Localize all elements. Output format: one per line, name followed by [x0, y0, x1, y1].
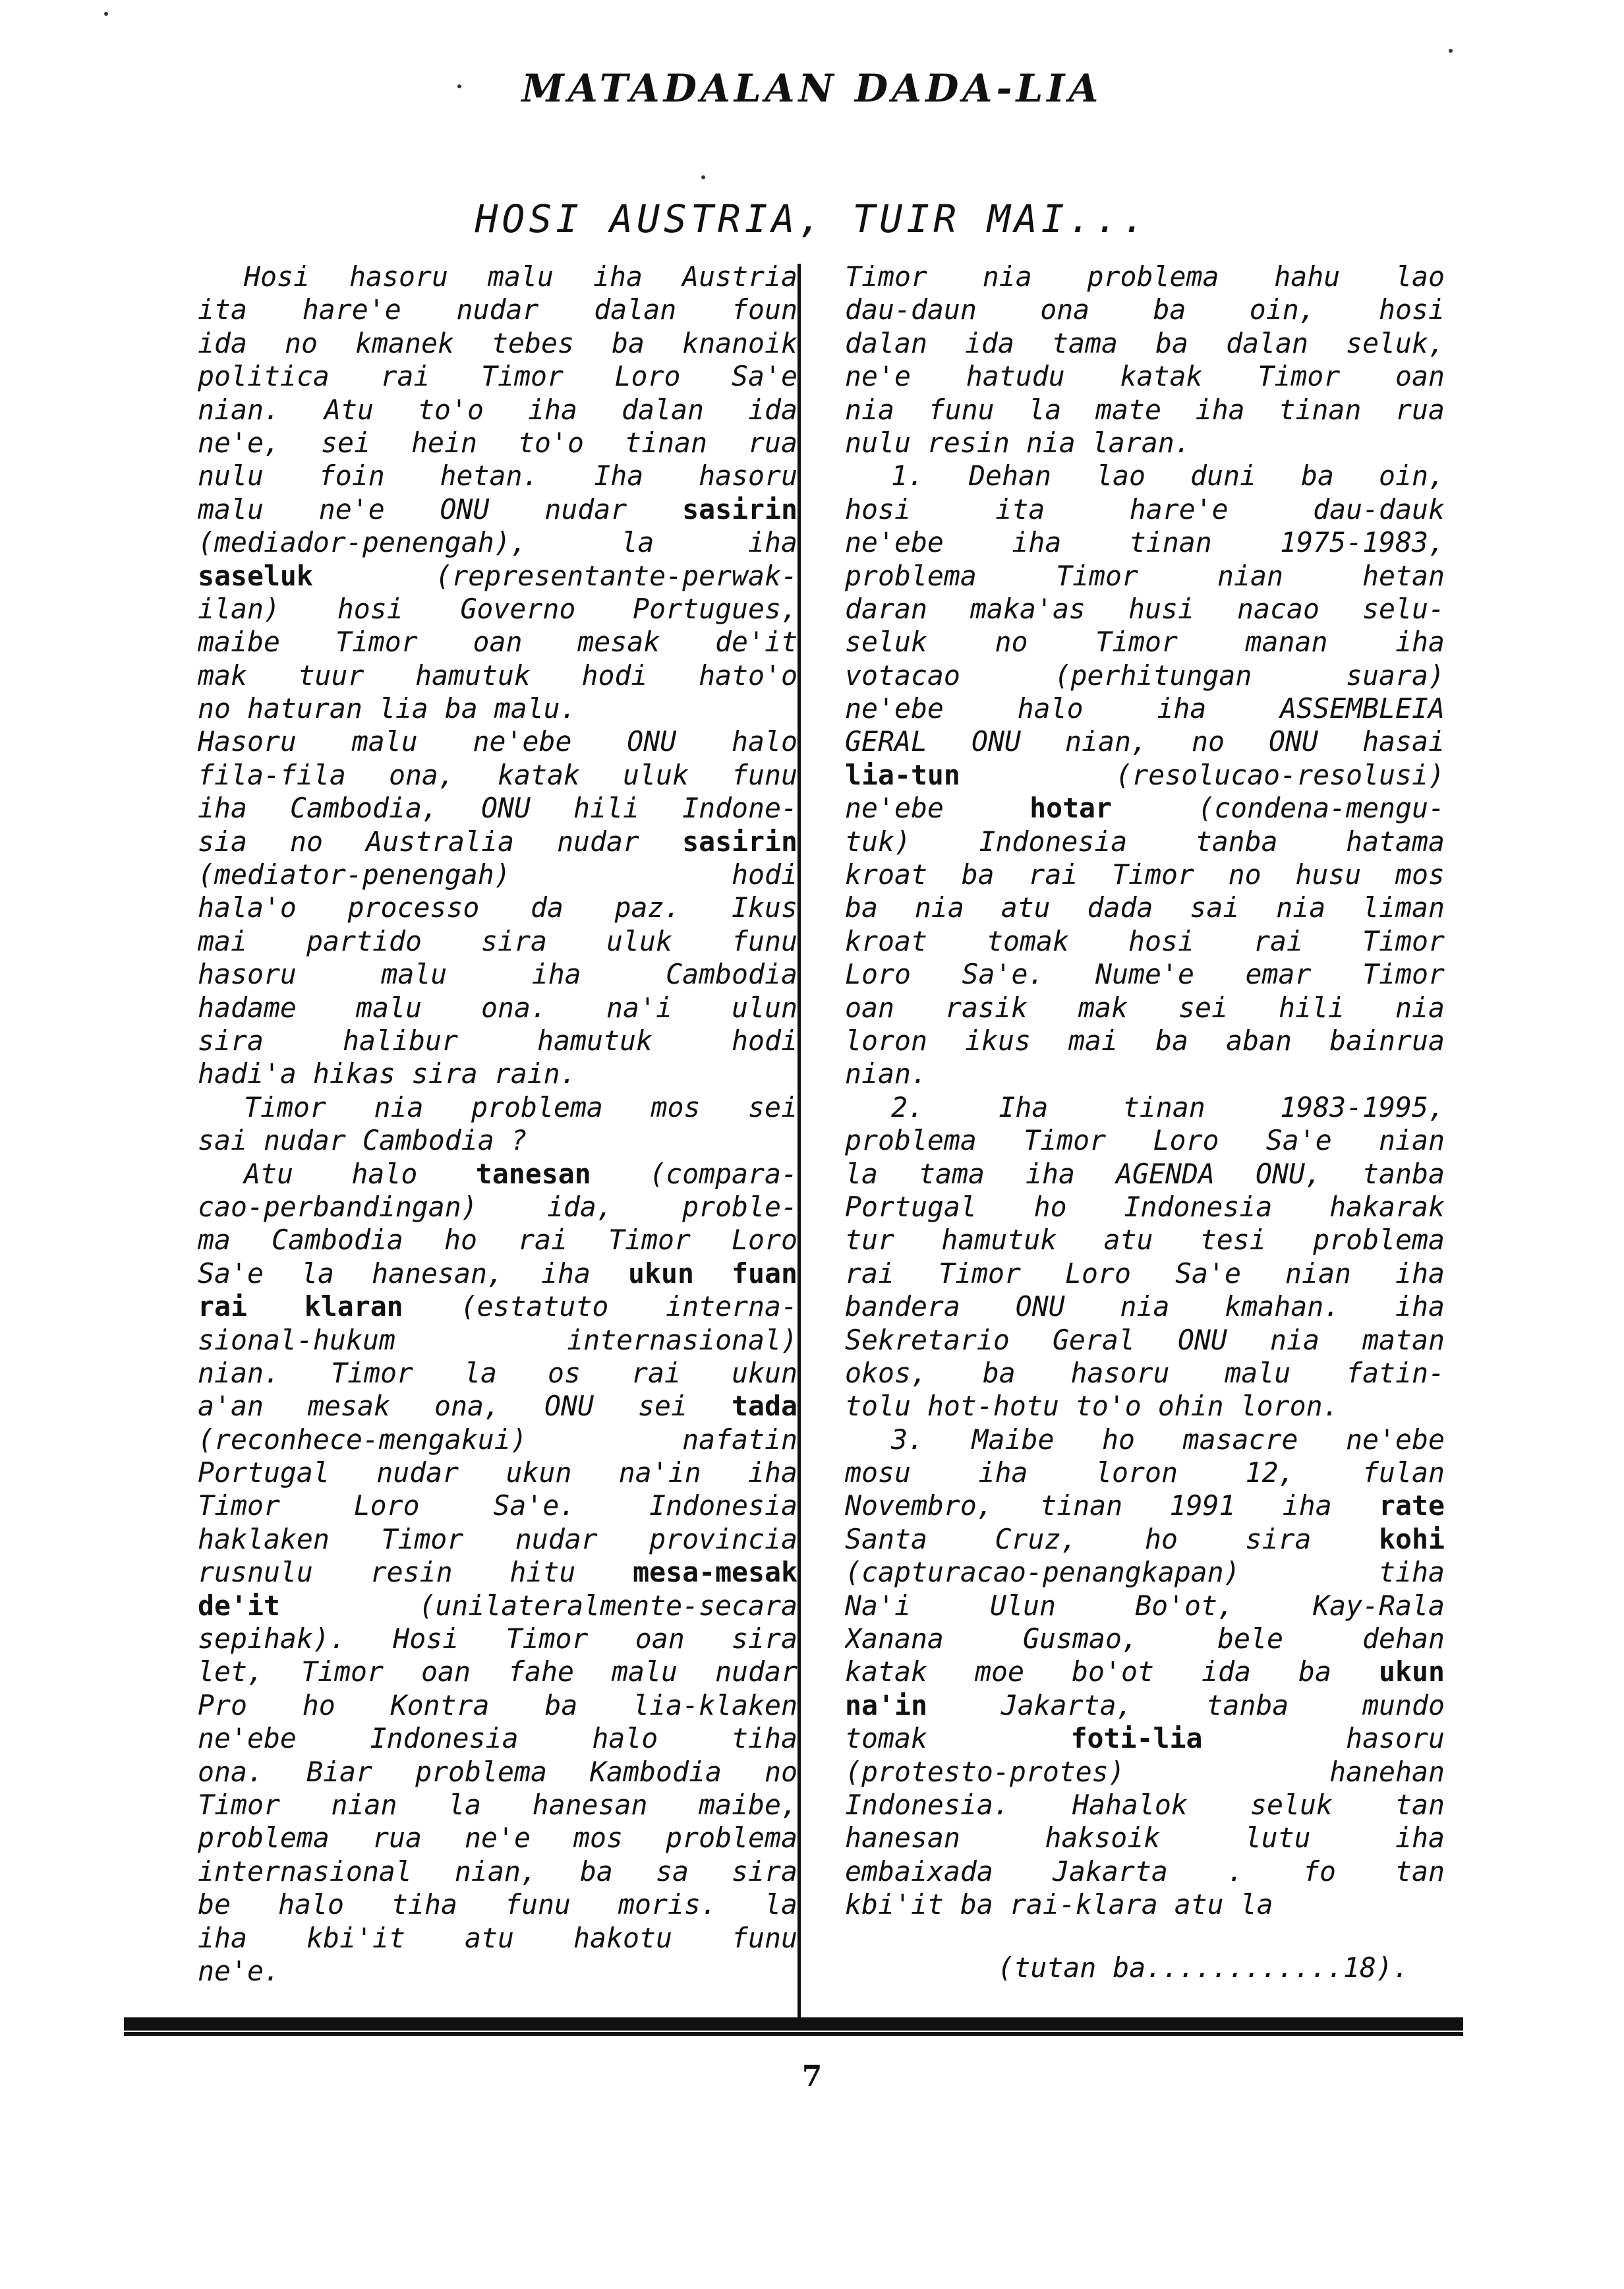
- bold-term: rai klaran: [198, 1290, 403, 1323]
- text-line: [198, 858, 798, 891]
- text-line: [845, 394, 1445, 427]
- bold-term: kohi: [1379, 1522, 1445, 1555]
- text-line: [198, 759, 798, 792]
- text-line: [845, 626, 1445, 659]
- text-run: mak tuur hamutuk hodi hato'o: [198, 659, 798, 692]
- text-line: [198, 1556, 798, 1589]
- text-run: (reconhece-mengakui) nafatin: [198, 1423, 798, 1456]
- text-run: (representante-perwak-: [312, 559, 798, 592]
- text-line: [845, 725, 1445, 758]
- text-run: (mediator-penengah) hodi: [198, 858, 798, 891]
- text-run: oan rasik mak sei hili nia: [845, 991, 1445, 1024]
- bold-term: foti-lia: [1070, 1722, 1203, 1755]
- bold-term: lia-tun: [845, 758, 960, 791]
- text-run: sai nudar Cambodia ?: [198, 1124, 527, 1157]
- text-line: [845, 1590, 1445, 1622]
- text-line: [198, 327, 798, 360]
- text-line: [198, 725, 798, 758]
- column-divider: [798, 264, 801, 2027]
- text-line: [845, 1257, 1445, 1290]
- text-run: nia funu la mate iha tinan rua: [845, 393, 1445, 426]
- text-run: ona. Biar problema Kambodia no: [198, 1755, 798, 1788]
- text-line: [198, 958, 798, 991]
- text-run: (compara-: [591, 1157, 798, 1190]
- text-line: [198, 792, 798, 825]
- text-line: [198, 460, 798, 492]
- scan-speck: [457, 84, 461, 88]
- text-line: [845, 1556, 1445, 1589]
- text-run: 1. Dehan lao duni ba oin,: [891, 460, 1445, 492]
- text-run: Indonesia. Hahalok seluk tan: [845, 1788, 1445, 1821]
- text-run: Timor nian la hanesan maibe,: [198, 1788, 798, 1821]
- text-run: votacao (perhitungan suara): [845, 659, 1445, 692]
- text-line: [845, 1456, 1445, 1489]
- bold-term: hotar: [1030, 792, 1113, 825]
- text-line: [198, 1290, 798, 1323]
- text-run: Xanana Gusmao, bele dehan: [845, 1622, 1445, 1655]
- text-line: [198, 1756, 798, 1789]
- text-run: cao-perbandingan) ida, proble-: [198, 1190, 798, 1223]
- text-line: [845, 1822, 1445, 1855]
- text-line: [198, 1590, 798, 1622]
- text-line: [198, 1523, 798, 1556]
- bold-term: sasirin: [682, 825, 798, 858]
- bold-term: ukun fuan: [628, 1257, 798, 1290]
- text-run: ne'ebe iha tinan 1975-1983,: [845, 526, 1445, 559]
- bold-term: rate: [1379, 1489, 1445, 1522]
- text-run: rusnulu resin hitu: [198, 1556, 633, 1589]
- text-line: [845, 1224, 1445, 1257]
- text-line: [198, 1822, 798, 1855]
- text-line: [198, 1191, 798, 1224]
- text-line: [845, 1722, 1445, 1755]
- text-line: [198, 1689, 798, 1722]
- text-line: [198, 1655, 798, 1688]
- text-line: [198, 1390, 798, 1423]
- text-line: [845, 293, 1445, 326]
- text-line: [845, 1324, 1445, 1357]
- text-run: ita hare'e nudar dalan foun: [198, 293, 798, 326]
- text-run: maibe Timor oan mesak de'it: [198, 626, 798, 659]
- text-run: hadi'a hikas sira rain.: [198, 1057, 577, 1090]
- text-run: daran maka'as husi nacao selu-: [845, 592, 1445, 625]
- text-line: [198, 394, 798, 427]
- text-line: [198, 260, 798, 293]
- text-run: Pro ho Kontra ba lia-klaken: [198, 1688, 798, 1721]
- bold-term: de'it: [198, 1589, 280, 1622]
- text-line: [845, 958, 1445, 991]
- text-run: tuk) Indonesia tanba hatama: [845, 825, 1445, 858]
- text-line: [198, 493, 798, 526]
- text-run: nulu foin hetan. Iha hasoru: [198, 460, 798, 492]
- text-run: (protesto-protes) hanehan: [845, 1755, 1445, 1788]
- text-run: Novembro, tinan 1991 iha: [845, 1489, 1379, 1522]
- text-line: [845, 891, 1445, 924]
- text-run: no haturan lia ba malu.: [198, 692, 577, 725]
- text-run: Loro Sa'e. Nume'e emar Timor: [845, 958, 1445, 991]
- article-headline: HOSI AUSTRIA, TUIR MAI...: [475, 196, 1149, 241]
- masthead-title: MATADALAN DADA-LIA: [521, 66, 1103, 111]
- text-line: [198, 692, 798, 725]
- text-line: [198, 560, 798, 593]
- text-run: hosi ita hare'e dau-dauk: [845, 492, 1445, 525]
- text-line: [845, 1091, 1445, 1124]
- scan-speck: [701, 175, 705, 179]
- text-run: ne'ebe Indonesia halo tiha: [198, 1722, 798, 1755]
- text-run: embaixada Jakarta . fo tan: [845, 1855, 1445, 1888]
- text-run: Jakarta, tanba mundo: [927, 1688, 1445, 1721]
- text-run: ne'e hatudu katak Timor oan: [845, 360, 1445, 393]
- continued-note: (tutan ba............18).: [997, 1951, 1409, 1984]
- text-line: [845, 858, 1445, 891]
- text-run: hadame malu ona. na'i ulun: [198, 991, 798, 1024]
- text-line: [198, 1888, 798, 1921]
- text-run: katak moe bo'ot ida ba: [845, 1655, 1379, 1688]
- text-run: (resolucao-resolusi): [960, 758, 1445, 791]
- article-column-right: [845, 260, 1445, 1922]
- text-line: [845, 1158, 1445, 1191]
- text-run: nian.: [845, 1057, 927, 1090]
- text-line: [198, 526, 798, 559]
- text-run: ne'ebe: [845, 792, 1030, 825]
- text-line: [198, 1855, 798, 1888]
- text-run: dalan ida tama ba dalan seluk,: [845, 326, 1445, 359]
- text-line: [845, 692, 1445, 725]
- text-run: la tama iha AGENDA ONU, tanba: [845, 1157, 1445, 1190]
- text-run: (estatuto interna-: [403, 1290, 798, 1323]
- text-line: [198, 825, 798, 858]
- text-run: hasoru malu iha Cambodia: [198, 958, 798, 991]
- text-line: [845, 1191, 1445, 1224]
- text-line: [845, 1489, 1445, 1522]
- scan-speck: [104, 12, 108, 16]
- text-run: Timor nia problema hahu lao: [845, 260, 1445, 293]
- text-run: Timor nia problema mos sei: [244, 1090, 798, 1123]
- text-line: [198, 1423, 798, 1456]
- text-line: [198, 593, 798, 626]
- text-run: Sa'e la hanesan, iha: [198, 1257, 629, 1290]
- text-run: malu ne'e ONU nudar: [198, 492, 683, 525]
- text-run: 2. Iha tinan 1983-1995,: [891, 1090, 1445, 1123]
- text-line: [845, 1523, 1445, 1556]
- text-run: hanesan haksoik lutu iha: [845, 1822, 1445, 1855]
- text-run: loron ikus mai ba aban bainrua: [845, 1024, 1445, 1057]
- text-line: [198, 659, 798, 692]
- text-run: haklaken Timor nudar provincia: [198, 1522, 798, 1555]
- article-column-left: [198, 260, 798, 1988]
- text-run: ma Cambodia ho rai Timor Loro: [198, 1224, 798, 1257]
- text-run: mai partido sira uluk funu: [198, 924, 798, 957]
- text-run: Timor Loro Sa'e. Indonesia: [198, 1489, 798, 1522]
- text-line: [845, 1756, 1445, 1789]
- text-run: problema rua ne'e mos problema: [198, 1822, 798, 1855]
- text-line: [845, 1855, 1445, 1888]
- text-run: iha Cambodia, ONU hili Indone-: [198, 792, 798, 825]
- text-line: [845, 1057, 1445, 1090]
- text-line: [845, 460, 1445, 492]
- text-line: [845, 593, 1445, 626]
- text-line: [198, 1357, 798, 1390]
- text-line: [845, 1390, 1445, 1423]
- text-run: nian. Timor la os rai ukun: [198, 1356, 798, 1389]
- footer-rule: [124, 2017, 1463, 2031]
- text-run: Na'i Ulun Bo'ot, Kay-Rala: [845, 1589, 1445, 1622]
- text-run: rai Timor Loro Sa'e nian iha: [845, 1257, 1445, 1290]
- text-run: Santa Cruz, ho sira: [845, 1522, 1379, 1555]
- text-run: seluk no Timor manan iha: [845, 626, 1445, 659]
- text-run: GERAL ONU nian, no ONU hasai: [845, 725, 1445, 758]
- text-line: [845, 1025, 1445, 1057]
- bold-term: mesa-mesak: [633, 1556, 798, 1589]
- text-run: sepihak). Hosi Timor oan sira: [198, 1622, 798, 1655]
- text-line: [198, 1922, 798, 1955]
- text-run: fila-fila ona, katak uluk funu: [198, 758, 798, 791]
- text-line: [845, 1622, 1445, 1655]
- text-run: sional-hukum internasional): [198, 1323, 798, 1356]
- text-line: [198, 1057, 798, 1090]
- text-run: dau-daun ona ba oin, hosi: [845, 293, 1445, 326]
- text-run: ne'ebe halo iha ASSEMBLEIA: [845, 692, 1445, 725]
- text-run: sia no Australia nudar: [198, 825, 683, 858]
- bold-term: sasirin: [682, 492, 798, 525]
- text-run: (unilateralmente-secara: [279, 1589, 798, 1622]
- text-line: [845, 526, 1445, 559]
- text-run: politica rai Timor Loro Sa'e: [198, 360, 798, 393]
- text-line: [198, 925, 798, 958]
- text-run: kroat ba rai Timor no husu mos: [845, 858, 1445, 891]
- text-line: [845, 1124, 1445, 1157]
- text-run: iha kbi'it atu hakotu funu: [198, 1921, 798, 1954]
- text-line: [845, 1655, 1445, 1688]
- text-run: ne'e.: [198, 1954, 280, 1987]
- text-line: [198, 360, 798, 393]
- text-line: [198, 1025, 798, 1057]
- scan-speck: [1449, 49, 1453, 53]
- text-run: Hasoru malu ne'ebe ONU halo: [198, 725, 798, 758]
- text-line: [845, 659, 1445, 692]
- text-run: (capturacao-penangkapan) tiha: [845, 1556, 1445, 1589]
- text-line: [198, 891, 798, 924]
- text-line: [198, 1456, 798, 1489]
- text-line: [198, 1622, 798, 1655]
- text-line: [845, 759, 1445, 792]
- text-line: [845, 1888, 1445, 1921]
- text-run: 3. Maibe ho masacre ne'ebe: [891, 1423, 1445, 1456]
- text-line: [198, 992, 798, 1025]
- text-run: sira halibur hamutuk hodi: [198, 1024, 798, 1057]
- text-line: [198, 293, 798, 326]
- text-run: problema Timor nian hetan: [845, 559, 1445, 592]
- text-line: [845, 925, 1445, 958]
- text-line: [198, 1158, 798, 1191]
- text-run: problema Timor Loro Sa'e nian: [845, 1124, 1445, 1157]
- text-run: (condena-mengu-: [1112, 792, 1445, 825]
- text-line: [198, 1789, 798, 1822]
- text-line: [198, 427, 798, 460]
- text-line: [845, 360, 1445, 393]
- text-run: a'an mesak ona, ONU sei: [198, 1390, 732, 1423]
- text-line: [198, 1324, 798, 1357]
- text-line: [845, 327, 1445, 360]
- text-line: [845, 1423, 1445, 1456]
- text-line: [845, 1357, 1445, 1390]
- text-run: Portugal ho Indonesia hakarak: [845, 1190, 1445, 1223]
- text-line: [845, 992, 1445, 1025]
- text-line: [845, 427, 1445, 460]
- bold-term: tanesan: [475, 1157, 591, 1190]
- text-run: bandera ONU nia kmahan. iha: [845, 1290, 1445, 1323]
- text-run: (mediador-penengah), la iha: [198, 526, 798, 559]
- text-run: kroat tomak hosi rai Timor: [845, 924, 1445, 957]
- text-run: ne'e, sei hein to'o tinan rua: [198, 426, 798, 459]
- text-line: [198, 1124, 798, 1157]
- text-line: [198, 1955, 798, 1988]
- text-run: kbi'it ba rai-klara atu la: [845, 1888, 1273, 1921]
- text-run: be halo tiha funu moris. la: [198, 1888, 798, 1921]
- text-run: internasional nian, ba sa sira: [198, 1855, 798, 1888]
- bold-term: saseluk: [198, 559, 313, 592]
- bold-term: tada: [732, 1390, 798, 1423]
- text-line: [198, 1257, 798, 1290]
- text-run: tolu hot-hotu to'o ohin loron.: [845, 1390, 1339, 1423]
- text-line: [845, 493, 1445, 526]
- text-run: hasoru: [1202, 1722, 1445, 1755]
- text-line: [845, 825, 1445, 858]
- text-run: mosu iha loron 12, fulan: [845, 1456, 1445, 1489]
- text-line: [845, 1689, 1445, 1722]
- text-line: [845, 1290, 1445, 1323]
- text-run: ilan) hosi Governo Portugues,: [198, 592, 798, 625]
- text-run: ba nia atu dada sai nia liman: [845, 891, 1445, 924]
- text-run: Portugal nudar ukun na'in iha: [198, 1456, 798, 1489]
- bold-term: na'in: [845, 1688, 927, 1721]
- text-run: nian. Atu to'o iha dalan ida: [198, 393, 798, 426]
- text-run: nulu resin nia laran.: [845, 426, 1191, 459]
- text-line: [845, 1789, 1445, 1822]
- text-run: tur hamutuk atu tesi problema: [845, 1224, 1445, 1257]
- text-line: [198, 1489, 798, 1522]
- text-line: [845, 560, 1445, 593]
- text-run: let, Timor oan fahe malu nudar: [198, 1655, 798, 1688]
- text-line: [198, 1091, 798, 1124]
- text-run: okos, ba hasoru malu fatin-: [845, 1356, 1445, 1389]
- page-number: 7: [801, 2060, 823, 2093]
- text-line: [845, 260, 1445, 293]
- text-run: Sekretario Geral ONU nia matan: [845, 1323, 1445, 1356]
- text-line: [198, 1224, 798, 1257]
- text-run: ida no kmanek tebes ba knanoik: [198, 326, 798, 359]
- text-run: Atu halo: [244, 1157, 476, 1190]
- text-line: [845, 792, 1445, 825]
- text-run: Hosi hasoru malu iha Austria: [244, 260, 798, 293]
- text-run: hala'o processo da paz. Ikus: [198, 891, 798, 924]
- footer-rule-thin: [124, 2032, 1463, 2036]
- text-line: [198, 626, 798, 659]
- bold-term: ukun: [1379, 1655, 1445, 1688]
- text-run: tomak: [845, 1722, 1071, 1755]
- text-line: [198, 1722, 798, 1755]
